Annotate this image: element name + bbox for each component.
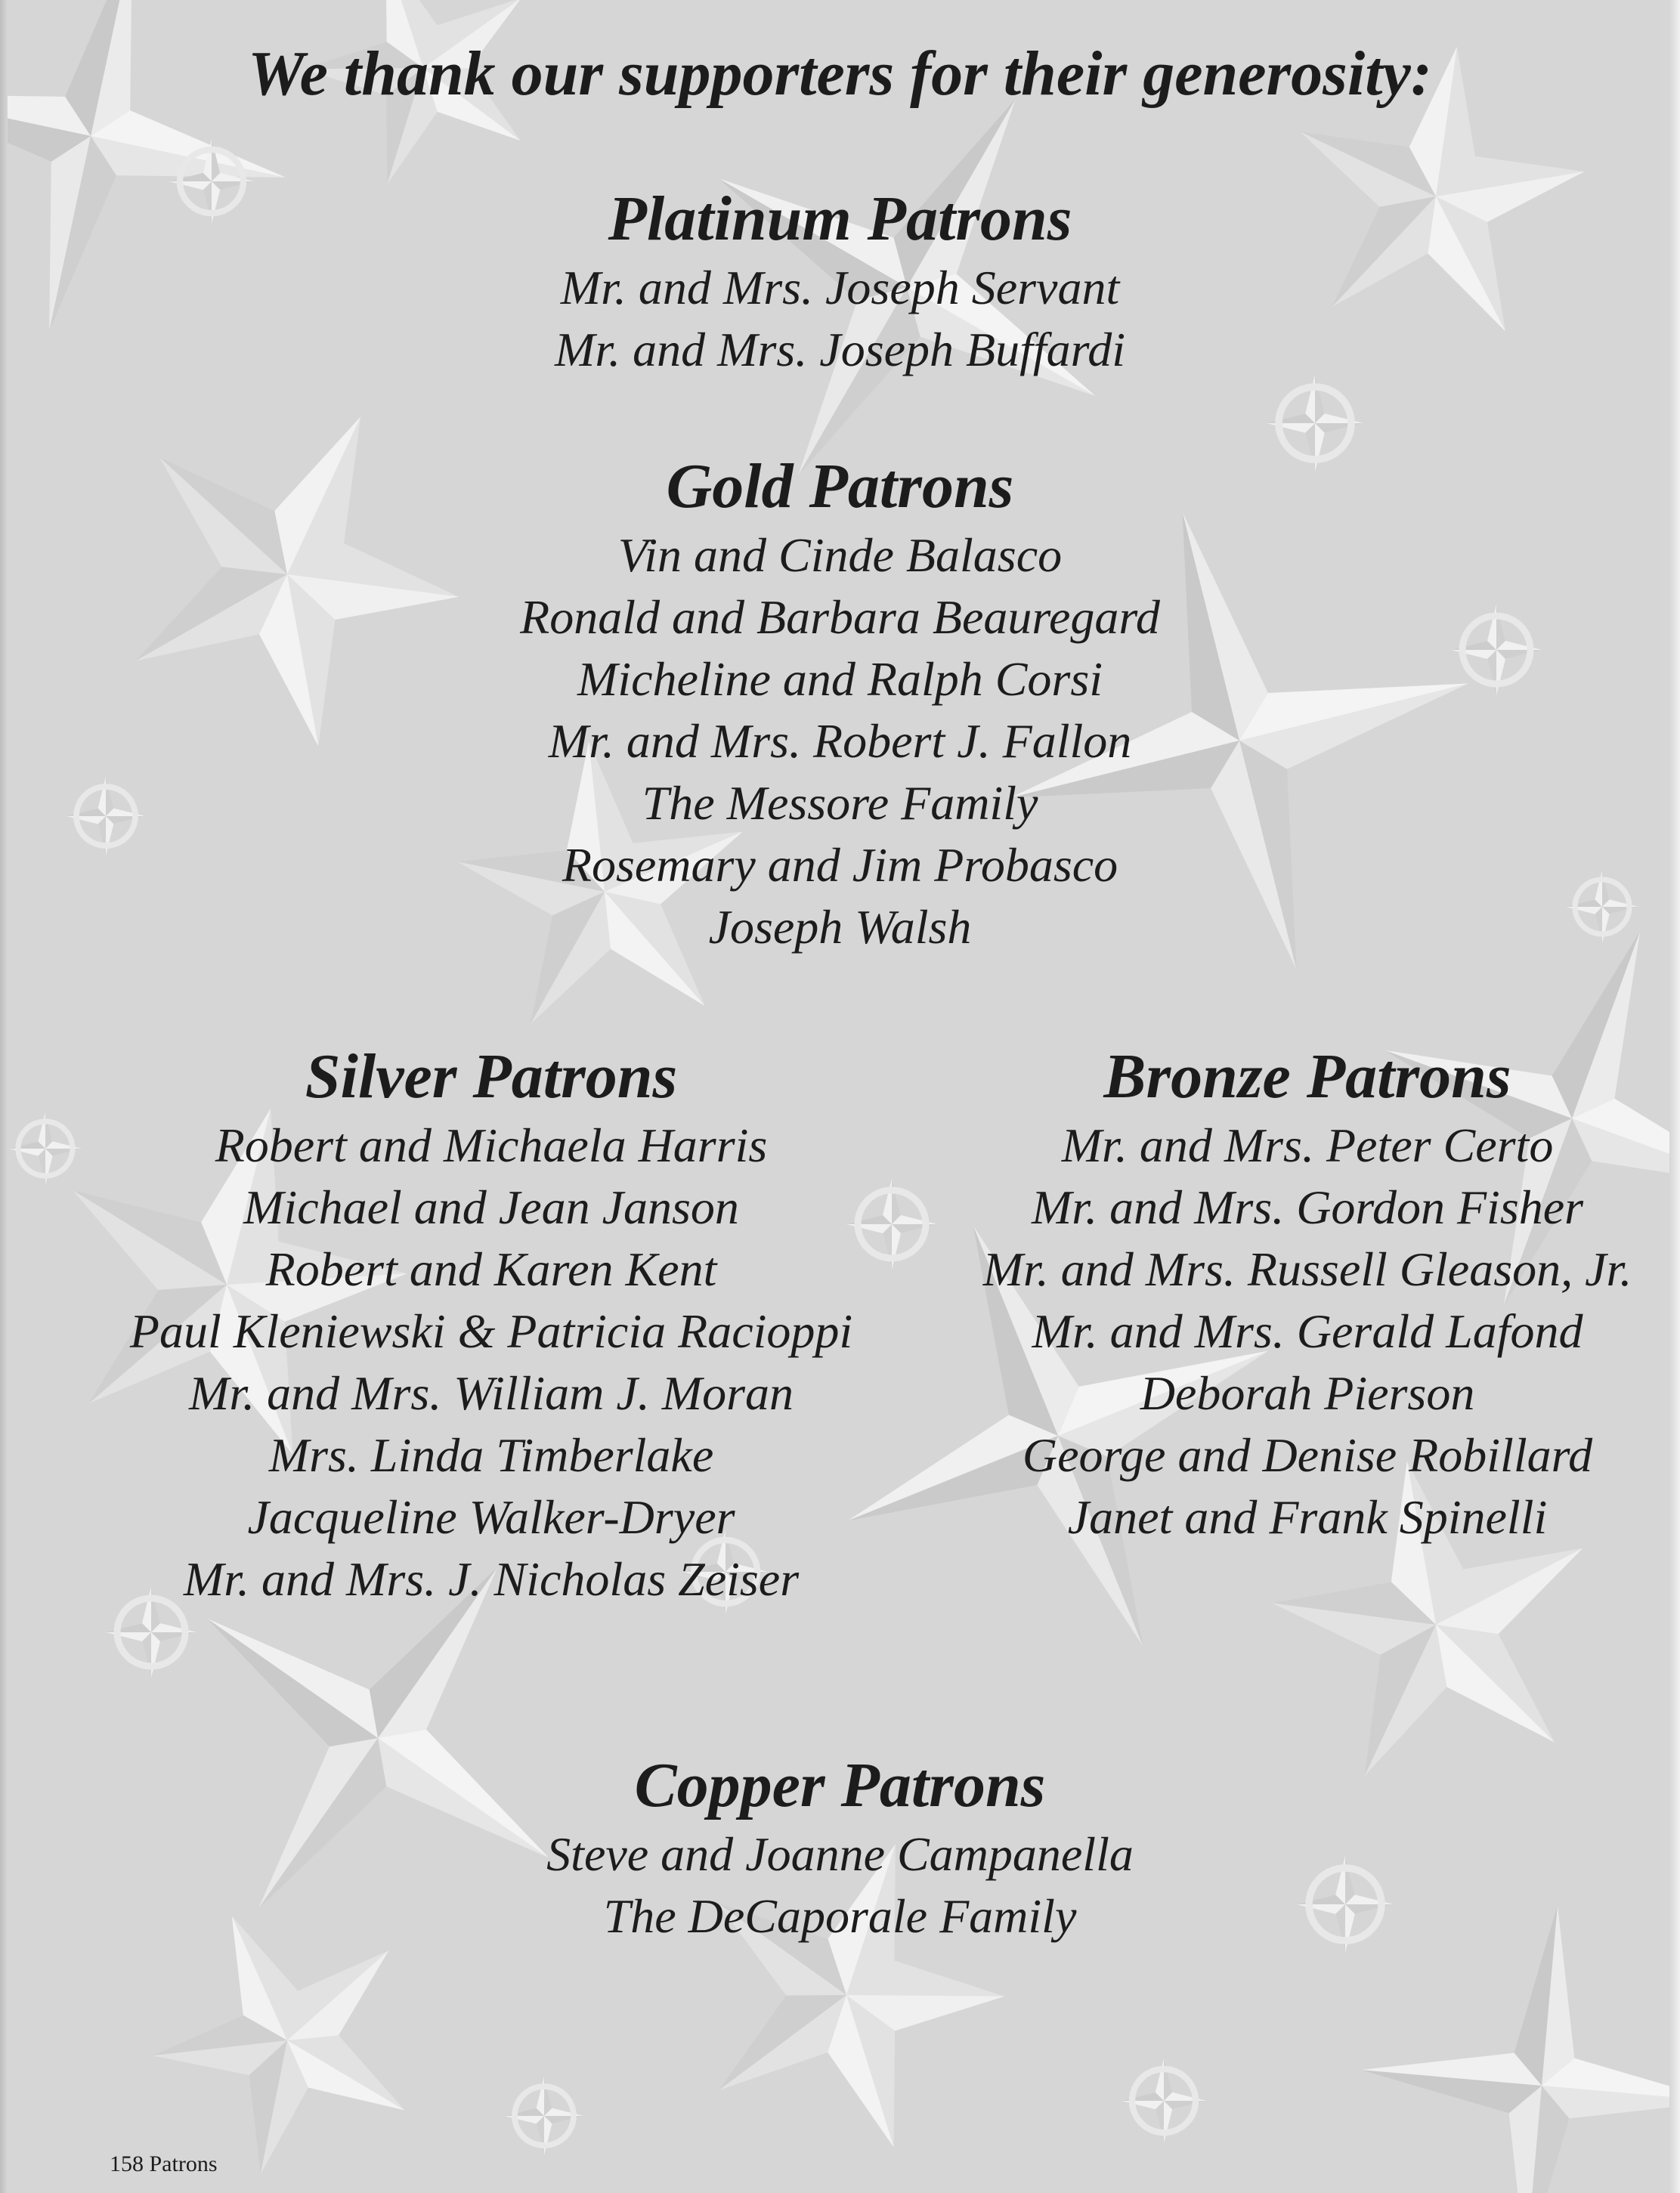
patron-name: Mr. and Mrs. Joseph Servant: [560, 261, 1120, 314]
patron-name: Janet and Frank Spinelli: [1067, 1490, 1548, 1544]
patron-name: Mr. and Mrs. Joseph Buffardi: [555, 323, 1125, 376]
patron-name: Rosemary and Jim Probasco: [562, 838, 1118, 892]
patron-name: Mrs. Linda Timberlake: [268, 1428, 714, 1482]
patron-name: Robert and Karen Kent: [265, 1242, 717, 1296]
patron-name: Jacqueline Walker-Dryer: [247, 1490, 735, 1544]
patron-name: Paul Kleniewski & Patricia Racioppi: [129, 1304, 853, 1358]
patron-name: Robert and Michaela Harris: [215, 1118, 768, 1172]
page-number: 158: [110, 2151, 144, 2176]
patron-name: Deborah Pierson: [1140, 1366, 1475, 1420]
patron-name: George and Denise Robillard: [1022, 1428, 1593, 1482]
patron-name: Mr. and Mrs. William J. Moran: [189, 1366, 794, 1420]
patron-name: Mr. and Mrs. J. Nicholas Zeiser: [183, 1552, 800, 1606]
platinum-patrons-title: Platinum Patrons: [608, 184, 1072, 254]
silver-patrons-title: Silver Patrons: [305, 1041, 678, 1112]
platinum-patrons-section: [0, 181, 1680, 381]
patron-name: Mr. and Mrs. Robert J. Fallon: [548, 714, 1132, 768]
patron-name: Vin and Cinde Balasco: [617, 528, 1063, 582]
gold-patrons-section: [0, 449, 1680, 958]
patron-name: Ronald and Barbara Beauregard: [520, 590, 1160, 644]
patron-name: Micheline and Ralph Corsi: [577, 652, 1103, 706]
page-heading: We thank our supporters for their generosity:: [248, 39, 1432, 109]
patron-name: Joseph Walsh: [708, 900, 972, 954]
patron-name: Mr. and Mrs. Gordon Fisher: [1031, 1180, 1584, 1234]
gold-patrons-list: [0, 524, 1680, 958]
patron-name: Steve and Joanne Campanella: [546, 1827, 1134, 1881]
patron-name: The DeCaporale Family: [603, 1889, 1077, 1943]
patron-name: Mr. and Mrs. Peter Certo: [1061, 1118, 1554, 1172]
patron-name: The Messore Family: [642, 776, 1038, 830]
patron-name: Mr. and Mrs. Gerald Lafond: [1032, 1304, 1583, 1358]
copper-patrons-section: [0, 1748, 1680, 1947]
copper-patrons-title: Copper Patrons: [634, 1750, 1046, 1820]
bronze-patrons-list: [914, 1115, 1680, 1548]
gold-patrons-title: Gold Patrons: [666, 451, 1014, 521]
bronze-patrons-title: Bronze Patrons: [1103, 1041, 1511, 1112]
patron-name: Mr. and Mrs. Russell Gleason, Jr.: [982, 1242, 1632, 1296]
silver-patrons-section: [45, 1039, 937, 1610]
silver-patrons-list: [45, 1115, 937, 1610]
bronze-patrons-section: [914, 1039, 1680, 1548]
platinum-patrons-list: [0, 257, 1680, 381]
page-footer: [110, 2151, 218, 2178]
patron-name: Michael and Jean Janson: [243, 1180, 739, 1234]
copper-patrons-list: [0, 1823, 1680, 1947]
section-name: Patrons: [149, 2151, 218, 2176]
